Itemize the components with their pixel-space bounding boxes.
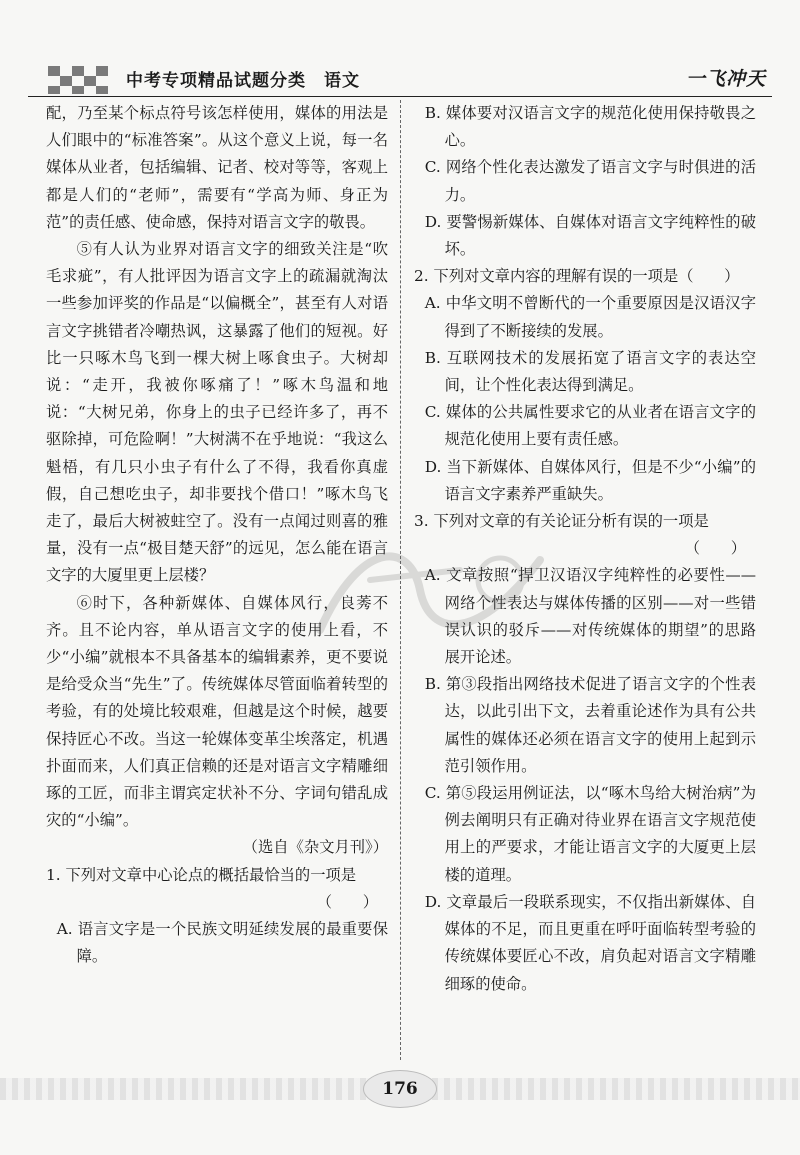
page-number: 176: [363, 1070, 437, 1108]
question-2: 2. 下列对文章内容的理解有误的一项是（ ）: [414, 267, 740, 286]
question-1-option-a: A. 语言文字是一个民族文明延续发展的最重要保障。: [56, 920, 388, 966]
source-citation: （选自《杂文月刊》）: [242, 838, 388, 857]
publisher-logo: 一飞冲天: [685, 68, 766, 90]
question-1-option-d: D. 要警惕新媒体、自媒体对语言文字纯粹性的破坏。: [424, 212, 756, 259]
question-3-option-d: D. 文章最后一段联系现实，不仅指出新媒体、自媒体的不足，而且更重在呼吁面临转型考验的传统媒体要匠心不改，肩负起对语言文字精雕细琢的使命。: [424, 892, 756, 993]
paragraph-5: ⑤有人认为业界对语言文字的细致关注是“吹毛求疵”，有人批评因为语言文字上的疏漏就淘汰一些参加评奖的作品是“以偏概全”，甚至有人对语言文字挑错者冷嘲热讽，这暴露了他们的短视。好比一只啄木鸟飞到一棵大树上啄食虫子。大树却说：“走开，我被你啄痛了！”啄木鸟温和地说：“大树兄弟，你身上的虫子已经许多了，再不驱除掉，可危险啊！”大树满不在乎地说：“我这么魁梧，有几只小虫子有什么了不得，我看你真虚假，自己想吃虫子，却非要找个借口！”啄木鸟飞走了，最后大树被蛀空了。没有一点闻过则喜的雅量，没有一点“极目楚天舒”的远见，怎么能在语言文字的大厦里更上层楼？: [46, 240, 388, 585]
header-title: 中考专项精品试题分类 语文: [126, 71, 360, 91]
question-2-option-d: D. 当下新媒体、自媒体风行，但是不少“小编”的语言文字素养严重缺失。: [424, 457, 756, 503]
question-3: 3. 下列对文章的有关论证分析有误的一项是: [414, 512, 709, 531]
question-3-option-a: A. 文章按照“捍卫汉语汉字纯粹性的必要性——网络个性表达与媒体传播的区别——对一些错误认识的驳斥——对传统媒体的期望”的思路展开论述。: [424, 566, 756, 667]
watermark-icon: [300, 520, 560, 660]
question-3-option-c: C. 第⑤段运用例证法，以“啄木鸟给大树治病”为例去阐明只有正确对待业界在语言文字规范使用上的严要求，才能让语言文字的大厦更上层楼的道理。: [424, 784, 756, 884]
question-1-option-c: C. 网络个性化表达激发了语言文字与时俱进的活力。: [424, 158, 756, 204]
question-3-option-b: B. 第③段指出网络技术促进了语言文字的个性表达，以此引出下文，去着重论述作为具有公共属性的媒体还必须在语言文字的使用上起到示范引领作用。: [424, 675, 756, 775]
question-2-option-a: A. 中华文明不曾断代的一个重要原因是汉语汉字得到了不断接续的发展。: [424, 294, 756, 340]
question-2-option-c: C. 媒体的公共属性要求它的从业者在语言文字的规范化使用上要有责任感。: [424, 403, 756, 449]
checker-decoration-icon: [48, 66, 112, 94]
question-2-option-b: B. 互联网技术的发展拓宽了语言文字的表达空间，让个性化表达得到满足。: [424, 348, 756, 395]
paragraph-4-continued: 配，乃至某个标点符号该怎样使用，媒体的用法是人们眼中的“标准答案”。从这个意义上说，每一名媒体从业者，包括编辑、记者、校对等等，客观上都是人们的“老师”，需要有“学高为师、身正为范”的责任感、使命感，保持对语言文字的敬畏。: [46, 104, 388, 231]
page-header: [28, 58, 772, 98]
question-1-option-b: B. 媒体要对汉语言文字的规范化使用保持敬畏之心。: [424, 104, 756, 150]
paragraph-6: ⑥时下，各种新媒体、自媒体风行，良莠不齐。且不论内容，单从语言文字的使用上看，不少“小编”就根本不具备基本的编辑素养，更不要说是给受众当“先生”了。传统媒体尽管面临着转型的考验，有的处境比较艰难，但越是这个时候，越要保持匠心不改。当这一轮媒体变革尘埃落定，机遇扑面而来，人们真正信赖的还是对语言文字精雕细琢的工匠，而非主谓宾定状补不分、字词句错乱成灾的“小编”。: [46, 593, 388, 830]
question-3-answer-bracket: （ ）: [684, 539, 746, 558]
question-1: 1. 下列对文章中心论点的概括最恰当的一项是: [46, 865, 357, 884]
question-1-answer-bracket: （ ）: [316, 892, 378, 911]
header-rule: [28, 96, 772, 97]
